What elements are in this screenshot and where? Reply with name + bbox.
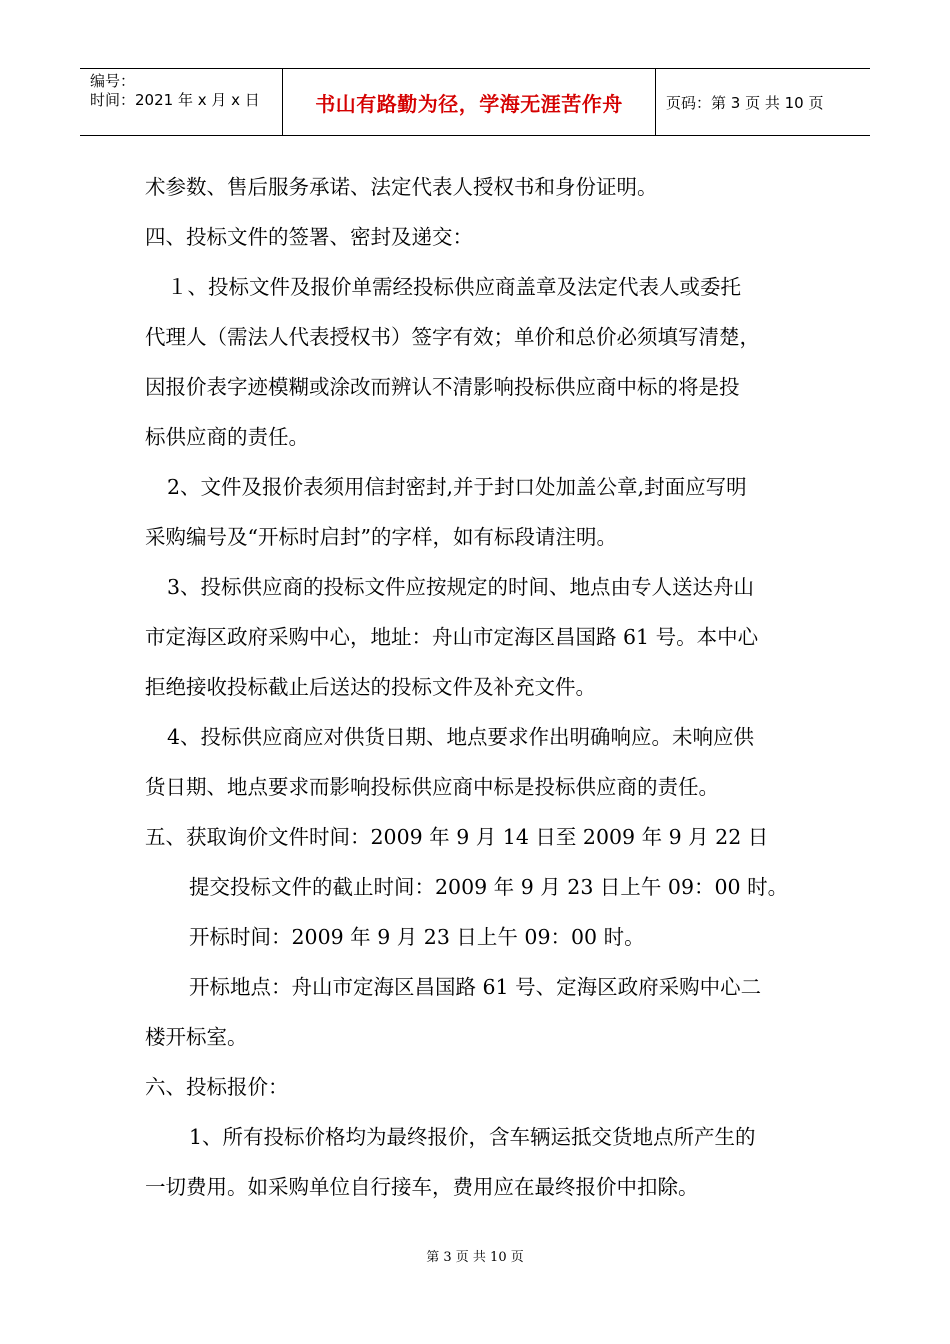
body-line: 开标地点：舟山市定海区昌国路 61 号、定海区政府采购中心二 <box>189 975 762 999</box>
document-number-label: 编号： <box>90 72 136 90</box>
body-line: １、投标文件及报价单需经投标供应商盖章及法定代表人或委托 <box>167 275 741 299</box>
body-line: 市定海区政府采购中心，地址：舟山市定海区昌国路 61 号。本中心 <box>145 625 759 649</box>
body-line: 代理人（需法人代表授权书）签字有效；单价和总价必须填写清楚， <box>145 325 760 349</box>
header-motto-cell <box>282 69 656 135</box>
document-time-label: 时间：2021 年 x 月 x 日 <box>90 91 260 109</box>
header-meta <box>80 69 282 135</box>
document-body <box>145 162 810 1212</box>
page-footer: 第 3 页 共 10 页 <box>426 1250 524 1265</box>
body-line: 一切费用。如采购单位自行接车，费用应在最终报价中扣除。 <box>145 1175 699 1199</box>
body-line: 开标时间：2009 年 9 月 23 日上午 09：00 时。 <box>189 925 645 949</box>
body-line: 楼开标室。 <box>145 1025 248 1049</box>
body-line: 提交投标文件的截止时间：2009 年 9 月 23 日上午 09：00 时。 <box>189 875 789 899</box>
body-line: 拒绝接收投标截止后送达的投标文件及补充文件。 <box>145 675 596 699</box>
body-line: 术参数、售后服务承诺、法定代表人授权书和身份证明。 <box>145 175 658 199</box>
header-motto: 书山有路勤为径，学海无涯苦作舟 <box>315 91 623 116</box>
body-line: 2、文件及报价表须用信封密封,并于封口处加盖公章,封面应写明 <box>167 475 747 499</box>
body-line: 1、所有投标价格均为最终报价，含车辆运抵交货地点所产生的 <box>189 1125 756 1149</box>
body-line: 4、投标供应商应对供货日期、地点要求作出明确响应。未响应供 <box>167 725 755 749</box>
body-line: 3、投标供应商的投标文件应按规定的时间、地点由专人送达舟山 <box>167 575 755 599</box>
section-heading: 六、投标报价： <box>145 1075 289 1099</box>
body-line: 货日期、地点要求而影响投标供应商中标是投标供应商的责任。 <box>145 775 719 799</box>
header-page-info: 页码：第 3 页 共 10 页 <box>666 93 824 112</box>
page-header <box>80 68 870 136</box>
section-heading: 五、获取询价文件时间：2009 年 9 月 14 日至 2009 年 9 月 22 日 <box>145 825 769 849</box>
body-line: 因报价表字迹模糊或涂改而辨认不清影响投标供应商中标的将是投 <box>145 375 740 399</box>
body-line: 标供应商的责任。 <box>145 425 309 449</box>
section-heading: 四、投标文件的签署、密封及递交： <box>145 225 473 249</box>
body-line: 采购编号及“开标时启封”的字样，如有标段请注明。 <box>145 525 617 549</box>
